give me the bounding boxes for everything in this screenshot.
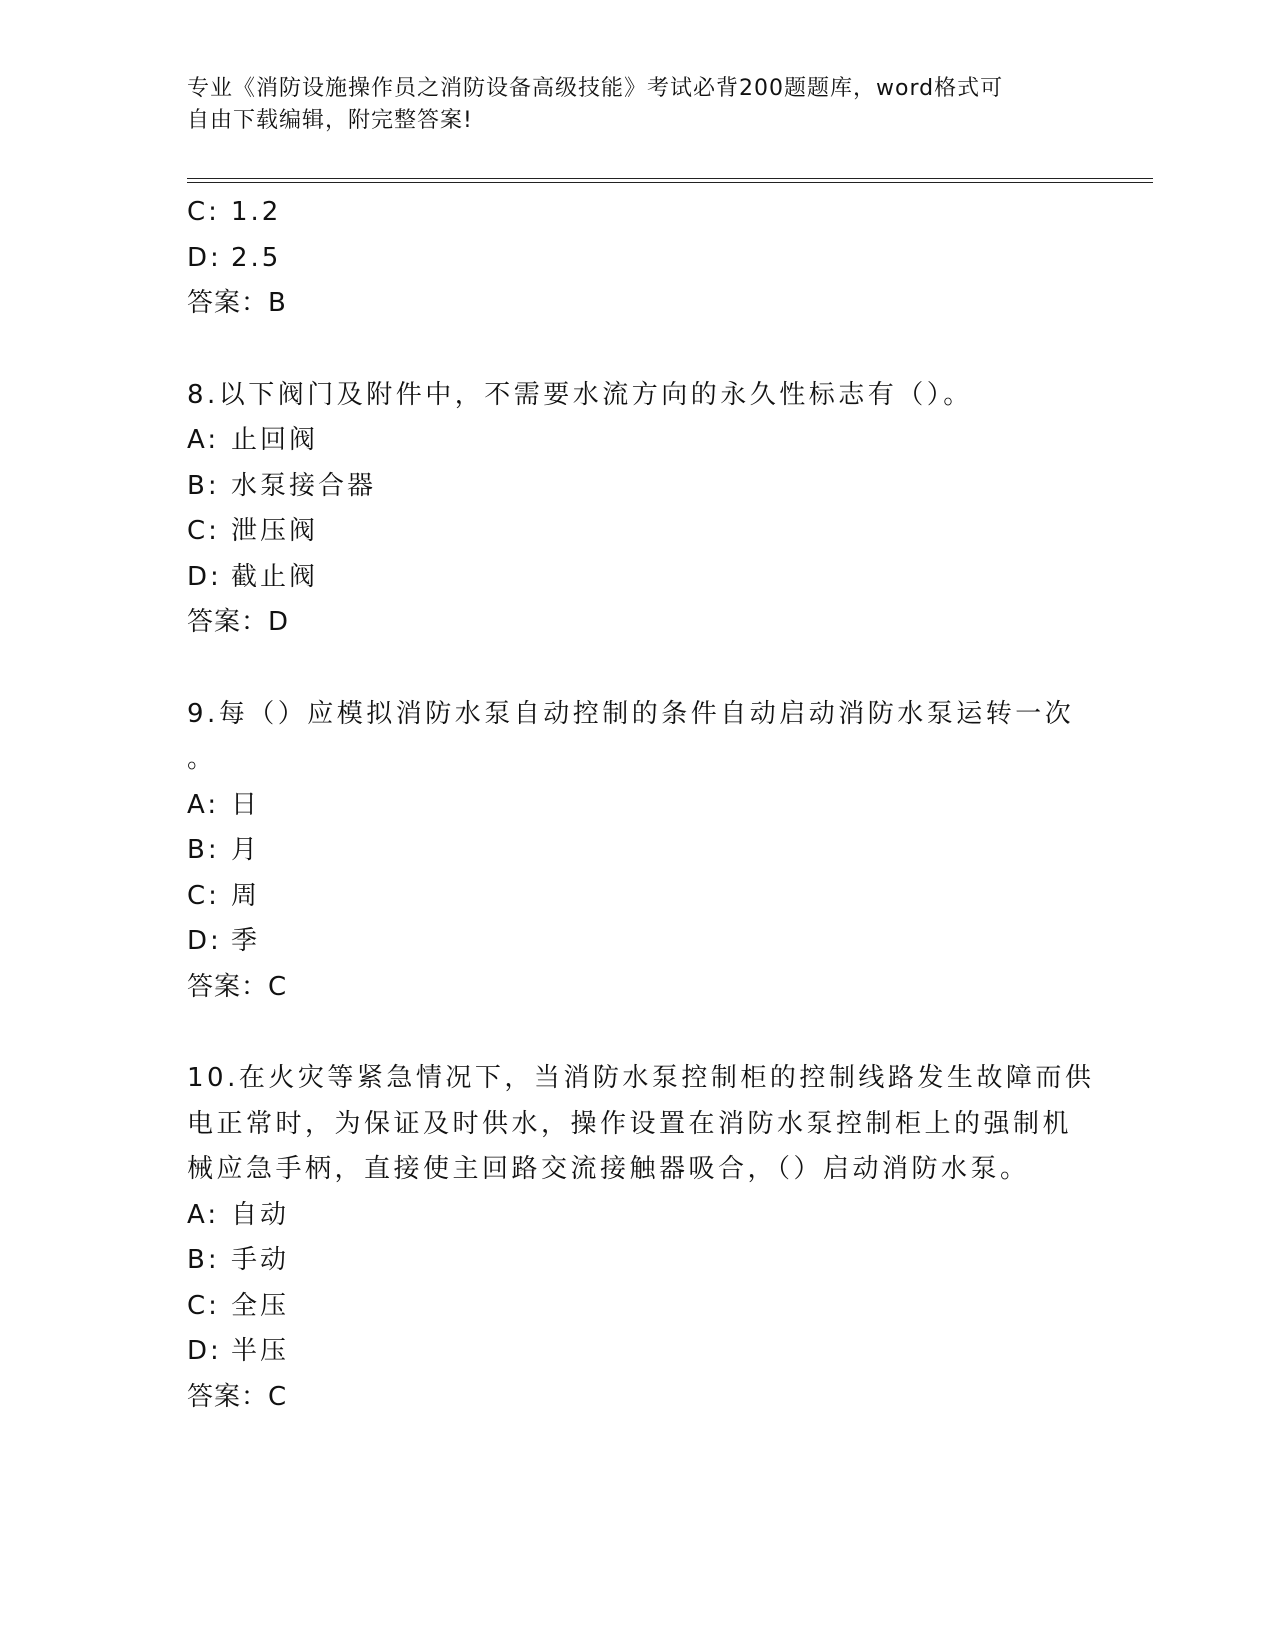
option-c bbox=[187, 1284, 1087, 1330]
stem-line: 。 bbox=[187, 744, 217, 774]
option-text: 半压 bbox=[231, 1336, 290, 1366]
answer-line: 答案：C bbox=[187, 971, 288, 1002]
option-c bbox=[187, 190, 1087, 236]
option-label: D: bbox=[187, 242, 222, 273]
option-label: D: bbox=[187, 926, 222, 956]
stem-line: 8.以下阀门及附件中，不需要水流方向的永久性标志有（）。 bbox=[187, 379, 973, 410]
option-text: 止回阀 bbox=[231, 425, 319, 455]
option-text: 全压 bbox=[231, 1290, 290, 1321]
option-label: C: bbox=[187, 1290, 220, 1321]
option-d bbox=[187, 1329, 1087, 1375]
option-label: B: bbox=[187, 470, 220, 501]
option-label: C: bbox=[187, 516, 220, 546]
question-list bbox=[187, 190, 1095, 1420]
option-label: C: bbox=[187, 197, 220, 227]
option-label: A: bbox=[187, 789, 220, 820]
spacer bbox=[187, 646, 1087, 692]
stem-line: 电正常时，为保证及时供水，操作设置在消防水泵控制柜上的强制机 bbox=[187, 1108, 1073, 1139]
option-a bbox=[187, 783, 1087, 829]
option-label: D: bbox=[187, 1336, 222, 1366]
question-8 bbox=[187, 373, 1087, 646]
stem-line: 10.在火灾等紧急情况下，当消防水泵控制柜的控制线路发生故障而供 bbox=[187, 1063, 1095, 1093]
header-divider-bottom bbox=[187, 182, 1153, 183]
option-label: D: bbox=[187, 561, 222, 592]
option-c bbox=[187, 874, 1087, 920]
spacer bbox=[187, 1010, 1087, 1056]
question-10 bbox=[187, 1056, 1095, 1420]
header-divider-top bbox=[187, 178, 1153, 179]
question-stem bbox=[187, 373, 1087, 419]
option-label: A: bbox=[187, 425, 220, 455]
document-header bbox=[187, 73, 1067, 137]
option-text: 月 bbox=[231, 835, 261, 865]
answer-line: 答案：C bbox=[187, 1381, 288, 1412]
option-text: 1.2 bbox=[231, 197, 282, 227]
spacer bbox=[187, 327, 1087, 373]
option-text: 截止阀 bbox=[231, 561, 319, 592]
header-line-1: 专业《消防设施操作员之消防设备高级技能》考试必背200题题库，word格式可 bbox=[187, 76, 1004, 101]
option-text: 2.5 bbox=[231, 242, 282, 273]
option-label: C: bbox=[187, 880, 220, 911]
option-b bbox=[187, 828, 1087, 874]
option-b bbox=[187, 464, 1087, 510]
option-text: 水泵接合器 bbox=[231, 470, 377, 501]
option-c bbox=[187, 509, 1087, 555]
question-9 bbox=[187, 692, 1087, 1011]
option-b bbox=[187, 1238, 1087, 1284]
option-text: 日 bbox=[231, 789, 261, 820]
option-text: 手动 bbox=[231, 1245, 290, 1275]
option-d bbox=[187, 919, 1087, 965]
option-text: 周 bbox=[231, 880, 261, 911]
option-a bbox=[187, 418, 1087, 464]
option-d bbox=[187, 236, 1087, 282]
header-line-2: 自由下载编辑，附完整答案! bbox=[187, 108, 473, 133]
option-text: 自动 bbox=[231, 1199, 290, 1230]
stem-line: 9.每（）应模拟消防水泵自动控制的条件自动启动消防水泵运转一次 bbox=[187, 698, 1075, 729]
option-label: A: bbox=[187, 1199, 220, 1230]
question-stem bbox=[187, 1056, 1095, 1193]
question-stem bbox=[187, 692, 1087, 783]
option-text: 季 bbox=[231, 926, 261, 956]
option-label: B: bbox=[187, 1245, 220, 1275]
stem-line: 械应急手柄，直接使主回路交流接触器吸合，（）启动消防水泵。 bbox=[187, 1154, 1030, 1184]
answer-line: 答案：B bbox=[187, 288, 287, 318]
option-label: B: bbox=[187, 835, 220, 865]
option-a bbox=[187, 1193, 1087, 1239]
answer-line: 答案：D bbox=[187, 607, 290, 637]
prev-question-block bbox=[187, 190, 1087, 327]
option-d bbox=[187, 555, 1087, 601]
option-text: 泄压阀 bbox=[231, 516, 319, 546]
